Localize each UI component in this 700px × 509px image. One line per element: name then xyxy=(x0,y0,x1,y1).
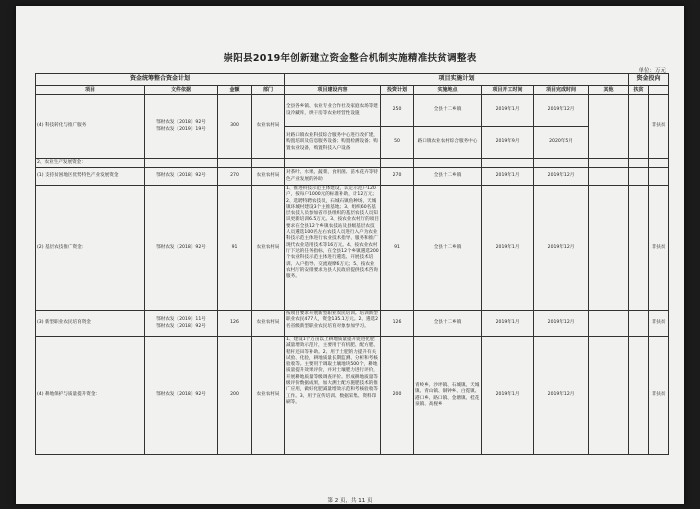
cell-other xyxy=(589,311,629,337)
cell-content: 对茶叶、水果、蔬菜、食用菌、苗木花卉等特色产业发展的补助 xyxy=(285,168,381,186)
cell-end: 2019年12月 xyxy=(534,186,589,311)
cell-end: 2019年12月 xyxy=(534,311,589,337)
header-project: 项目 xyxy=(36,86,145,95)
table-row xyxy=(36,337,669,455)
header-amount: 金额 xyxy=(218,86,252,95)
adjustment-table xyxy=(35,73,669,455)
header-location: 实施地点 xyxy=(414,86,482,95)
cell-dept: 农业农村局 xyxy=(252,168,285,186)
cell-content xyxy=(285,186,381,311)
cell-poverty: 非扶贫 xyxy=(649,186,669,311)
table-row xyxy=(36,95,669,127)
cell-start: 2019年1月 xyxy=(482,168,534,186)
cell-other xyxy=(589,337,629,455)
cell-doc: 鄂财农发〔2018〕92号 xyxy=(145,186,218,311)
header-start: 项目开工时间 xyxy=(482,86,534,95)
cell-end: 2019年12月 xyxy=(534,337,589,455)
cell-other xyxy=(589,95,629,159)
cell-invest: 250 xyxy=(381,95,414,127)
table-row xyxy=(36,186,669,311)
cell-content-text: 1、建设1个万亩以上耕地质量提升促进化肥减量增效示范片，主要用于有机肥、配方肥、秸秆还田等补助。2、用于土肥的力提升有关试验、化验，耕地质量长期监测、分析和考核验收等。主要用于调取土壤地块500个，耕地质量提升效果评价，并对土壤肥力进行评价，开展耕地质量等级调查评价。形成耕地质量等级评价数据成果，加大测土配方施肥技术的推广应用，做好化肥减量增效示范和考核验收等工作。3、用于宣传培训、数据采集、资料印刷等。 xyxy=(286,337,378,405)
page-title: 崇阳县2019年创新建立资金整合机制实施精准扶贫调整表 xyxy=(223,53,477,64)
header-blank xyxy=(649,86,669,95)
unit-label: 单位：万元 xyxy=(638,68,666,74)
cell-project: (4) 耕地保护与质量提升资金： xyxy=(36,337,145,455)
cell-amount: 270 xyxy=(218,168,252,186)
cell-location: 全县十二乡镇 xyxy=(414,311,482,337)
cell-content: 对路口镇农业科技综合服务中心进行改扩建，购置培训及信息服务设备；购置检测设备；购置农业设备，购置科技入户设备 xyxy=(285,127,381,159)
cell-content-text: 按项目要求开展新型职业农民培训。培训新型职业农民477人，资金135.1万元。2、遴选2名省级新型职业农民培育对象参加学习。 xyxy=(286,311,379,329)
cell-start: 2019年1月 xyxy=(482,186,534,311)
cell-start: 2019年1月 xyxy=(482,311,534,337)
cell-amount: 300 xyxy=(218,95,252,159)
cell-project: (1) 支持贫困地区优势特色产业发展资金 xyxy=(36,168,145,186)
cell-blank xyxy=(629,168,649,186)
cell-poverty: 非扶贫 xyxy=(649,311,669,337)
cell-invest: 91 xyxy=(381,186,414,311)
cell-blank xyxy=(629,311,649,337)
header-end: 项目完成时间 xyxy=(534,86,589,95)
header-invest-amount: 投资计划 xyxy=(381,86,414,95)
cell-poverty: 非扶贫 xyxy=(649,95,669,159)
cell-poverty: 非扶贫 xyxy=(649,337,669,455)
cell-dept: 农业农村局 xyxy=(252,337,285,455)
cell-blank xyxy=(629,337,649,455)
cell-invest: 270 xyxy=(381,168,414,186)
cell-start: 2019年1月 xyxy=(482,95,534,127)
cell-doc: 鄂财农发〔2018〕92号 xyxy=(145,337,218,455)
cell-content: 全县各乡镇、农业专业合作社及家庭农场等建设冷藏库，烘干房等农业经营性设施 xyxy=(285,95,381,127)
cell-location: 全县十二乡镇 xyxy=(414,186,482,311)
cell-amount: 200 xyxy=(218,337,252,455)
header-dept: 部门 xyxy=(252,86,285,95)
header-doc-basis: 文件依据 xyxy=(145,86,218,95)
document-page xyxy=(16,6,684,504)
cell-blank xyxy=(629,95,649,159)
header-other: 其他 xyxy=(589,86,629,95)
cell-invest: 50 xyxy=(381,127,414,159)
cell-location: 全县十二乡镇 xyxy=(414,95,482,127)
cell-project: (3) 新型职业农民培育资金 xyxy=(36,311,145,337)
cell-end: 2019年12月 xyxy=(534,168,589,186)
cell-dept: 农业农村局 xyxy=(252,186,285,311)
cell-invest: 200 xyxy=(381,337,414,455)
cell-doc: 鄂财农发〔2018〕92号 xyxy=(145,168,218,186)
page-footer: 第 2 页，共 11 页 xyxy=(327,498,373,504)
header-group-invest: 资金投向 xyxy=(629,74,669,86)
cell-location: 青岭乡、沙坪镇、石城镇、天城镇、青山镇、铜钟乡、白霓镇、港口乡、路口镇、金塘镇、桂花泉镇、高枧乡 xyxy=(414,337,482,455)
table-row xyxy=(36,168,669,186)
cell-invest: 126 xyxy=(381,311,414,337)
cell-blank xyxy=(629,186,649,311)
cell-dept: 农业农村局 xyxy=(252,95,285,159)
cell-other xyxy=(589,168,629,186)
cell-doc: 鄂财农发〔2018〕92号 鄂财农发〔2019〕19号 xyxy=(145,95,218,159)
header-group-plan: 资金统筹整合资金计划 xyxy=(36,74,285,86)
cell-project: (2) 基层农技推广资金： xyxy=(36,186,145,311)
header-group-impl: 项目实施计划 xyxy=(285,74,629,86)
cell-other xyxy=(589,186,629,311)
cell-location: 路口镇农业农村综合服务中心 xyxy=(414,127,482,159)
section-row xyxy=(36,159,669,168)
cell-start: 2019年9月 xyxy=(482,127,534,159)
header-poverty: 扶贫 xyxy=(629,86,649,95)
table-row xyxy=(36,311,669,337)
cell-amount: 91 xyxy=(218,186,252,311)
cell-content xyxy=(285,337,381,455)
cell-section: 2、农业生产发展资金： xyxy=(36,159,145,168)
cell-poverty xyxy=(649,168,669,186)
cell-dept: 农业农村局 xyxy=(252,311,285,337)
cell-end: 2019年12月 xyxy=(534,95,589,127)
cell-amount: 126 xyxy=(218,311,252,337)
cell-content xyxy=(285,311,381,337)
header-construction: 项目建设内容 xyxy=(285,86,381,95)
cell-start: 2019年1月 xyxy=(482,337,534,455)
cell-project: (4) 科技转化与推广服务 xyxy=(36,95,145,159)
cell-content-text: 1、推进科技示范主体建设，认定示范户120户，按每户1000元的标准补助，计12万元；2、选聘特聘农技员，石城石镇鱼种场、天城镇环城村建设3个主推基地；3、组织60名基层农技人员参加省市县组织的基层农技人员知识更新培训6.5万元。3、按农业农村厅的项目要求在全县12个乡镇农技站及县级基层农技人员遴选100名左右农技人员进行入户为农业科技示范主体进行农业技术指导、服务和推广现代农业适用技术等16万元。4、按农业农村厅下达的任务指标，在全县12个乡镇遴选200个农业科技示范主体进行遴选、开展技术培训、入户指导、交流观摩6万元；5、按农业农村厅的安排要求为县人民政府提供技术咨询服务。 xyxy=(286,186,379,280)
cell-location: 全县十二乡镇 xyxy=(414,168,482,186)
cell-doc: 鄂财农发〔2019〕11号 鄂财农发〔2018〕92号 xyxy=(145,311,218,337)
cell-end: 2020年5月 xyxy=(534,127,589,159)
